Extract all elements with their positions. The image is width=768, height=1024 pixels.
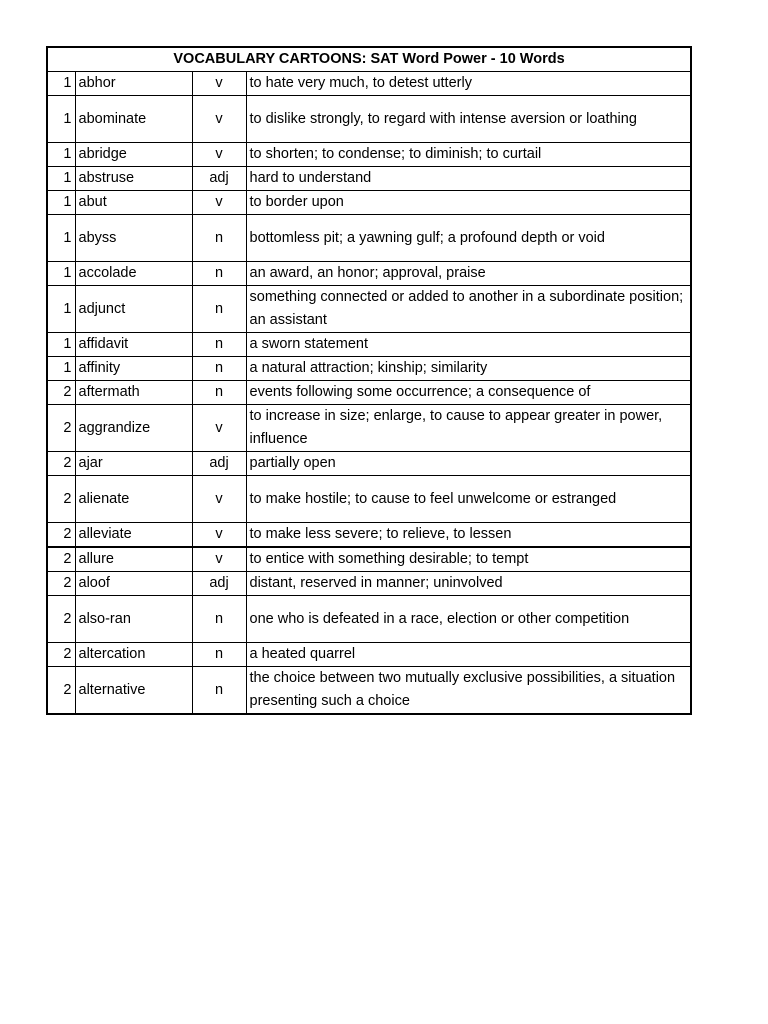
vocab-word: adjunct <box>75 286 192 333</box>
part-of-speech: n <box>192 286 246 333</box>
definition: to entice with something desirable; to tempt <box>246 547 691 572</box>
vocab-word: also-ran <box>75 596 192 643</box>
definition: a natural attraction; kinship; similarity <box>246 357 691 381</box>
definition: a sworn statement <box>246 333 691 357</box>
table-row <box>47 381 691 405</box>
word-number: 2 <box>47 667 75 715</box>
vocabulary-table <box>46 46 692 715</box>
table-row <box>47 333 691 357</box>
word-number: 2 <box>47 405 75 452</box>
word-number: 2 <box>47 643 75 667</box>
vocab-word: allure <box>75 547 192 572</box>
part-of-speech: n <box>192 667 246 715</box>
table-title: VOCABULARY CARTOONS: SAT Word Power - 10 Words <box>47 47 691 72</box>
table-row <box>47 452 691 476</box>
definition: to border upon <box>246 191 691 215</box>
part-of-speech: adj <box>192 167 246 191</box>
definition: events following some occurrence; a consequence of <box>246 381 691 405</box>
word-number: 1 <box>47 167 75 191</box>
vocab-word: aloof <box>75 572 192 596</box>
part-of-speech: v <box>192 96 246 143</box>
word-number: 2 <box>47 476 75 523</box>
word-number: 1 <box>47 215 75 262</box>
word-number: 1 <box>47 286 75 333</box>
vocabulary-sheet <box>46 46 690 715</box>
word-number: 1 <box>47 72 75 96</box>
table-row <box>47 596 691 643</box>
definition: to increase in size; enlarge, to cause to appear greater in power, influence <box>246 405 691 452</box>
part-of-speech: v <box>192 547 246 572</box>
part-of-speech: n <box>192 262 246 286</box>
word-number: 1 <box>47 191 75 215</box>
definition: to make less severe; to relieve, to lessen <box>246 523 691 548</box>
table-row <box>47 191 691 215</box>
table-row <box>47 143 691 167</box>
part-of-speech: v <box>192 476 246 523</box>
word-number: 1 <box>47 96 75 143</box>
part-of-speech: v <box>192 72 246 96</box>
part-of-speech: v <box>192 143 246 167</box>
vocab-word: abstruse <box>75 167 192 191</box>
vocab-word: altercation <box>75 643 192 667</box>
table-row <box>47 523 691 548</box>
vocab-word: aftermath <box>75 381 192 405</box>
part-of-speech: v <box>192 405 246 452</box>
word-number: 1 <box>47 143 75 167</box>
vocab-word: affidavit <box>75 333 192 357</box>
word-number: 1 <box>47 262 75 286</box>
table-row <box>47 262 691 286</box>
vocab-word: abut <box>75 191 192 215</box>
part-of-speech: n <box>192 357 246 381</box>
part-of-speech: v <box>192 523 246 548</box>
table-row <box>47 357 691 381</box>
vocab-word: accolade <box>75 262 192 286</box>
definition: partially open <box>246 452 691 476</box>
definition: distant, reserved in manner; uninvolved <box>246 572 691 596</box>
word-number: 1 <box>47 333 75 357</box>
vocab-word: alternative <box>75 667 192 715</box>
vocab-word: abyss <box>75 215 192 262</box>
definition: an award, an honor; approval, praise <box>246 262 691 286</box>
word-number: 2 <box>47 596 75 643</box>
definition: hard to understand <box>246 167 691 191</box>
table-row <box>47 572 691 596</box>
part-of-speech: n <box>192 333 246 357</box>
table-row <box>47 215 691 262</box>
word-number: 2 <box>47 523 75 548</box>
word-number: 2 <box>47 452 75 476</box>
vocab-word: alienate <box>75 476 192 523</box>
definition: to shorten; to condense; to diminish; to curtail <box>246 143 691 167</box>
word-number: 2 <box>47 547 75 572</box>
definition: a heated quarrel <box>246 643 691 667</box>
part-of-speech: n <box>192 215 246 262</box>
table-row <box>47 96 691 143</box>
table-row <box>47 476 691 523</box>
part-of-speech: n <box>192 596 246 643</box>
definition: to make hostile; to cause to feel unwelcome or estranged <box>246 476 691 523</box>
vocab-word: abominate <box>75 96 192 143</box>
vocab-word: alleviate <box>75 523 192 548</box>
vocab-word: ajar <box>75 452 192 476</box>
table-row <box>47 72 691 96</box>
definition: something connected or added to another in a subordinate position; an assistant <box>246 286 691 333</box>
word-number: 2 <box>47 572 75 596</box>
part-of-speech: n <box>192 381 246 405</box>
table-row <box>47 286 691 333</box>
vocab-word: aggrandize <box>75 405 192 452</box>
definition: one who is defeated in a race, election or other competition <box>246 596 691 643</box>
definition: the choice between two mutually exclusive possibilities, a situation presenting such a choice <box>246 667 691 715</box>
vocab-word: abhor <box>75 72 192 96</box>
table-row <box>47 547 691 572</box>
word-number: 1 <box>47 357 75 381</box>
part-of-speech: n <box>192 643 246 667</box>
definition: to hate very much, to detest utterly <box>246 72 691 96</box>
definition: to dislike strongly, to regard with intense aversion or loathing <box>246 96 691 143</box>
table-row <box>47 667 691 715</box>
vocab-word: abridge <box>75 143 192 167</box>
vocab-word: affinity <box>75 357 192 381</box>
word-number: 2 <box>47 381 75 405</box>
vocabulary-rows <box>47 72 691 715</box>
table-row <box>47 643 691 667</box>
table-row <box>47 167 691 191</box>
definition: bottomless pit; a yawning gulf; a profound depth or void <box>246 215 691 262</box>
table-row <box>47 405 691 452</box>
part-of-speech: v <box>192 191 246 215</box>
part-of-speech: adj <box>192 452 246 476</box>
part-of-speech: adj <box>192 572 246 596</box>
